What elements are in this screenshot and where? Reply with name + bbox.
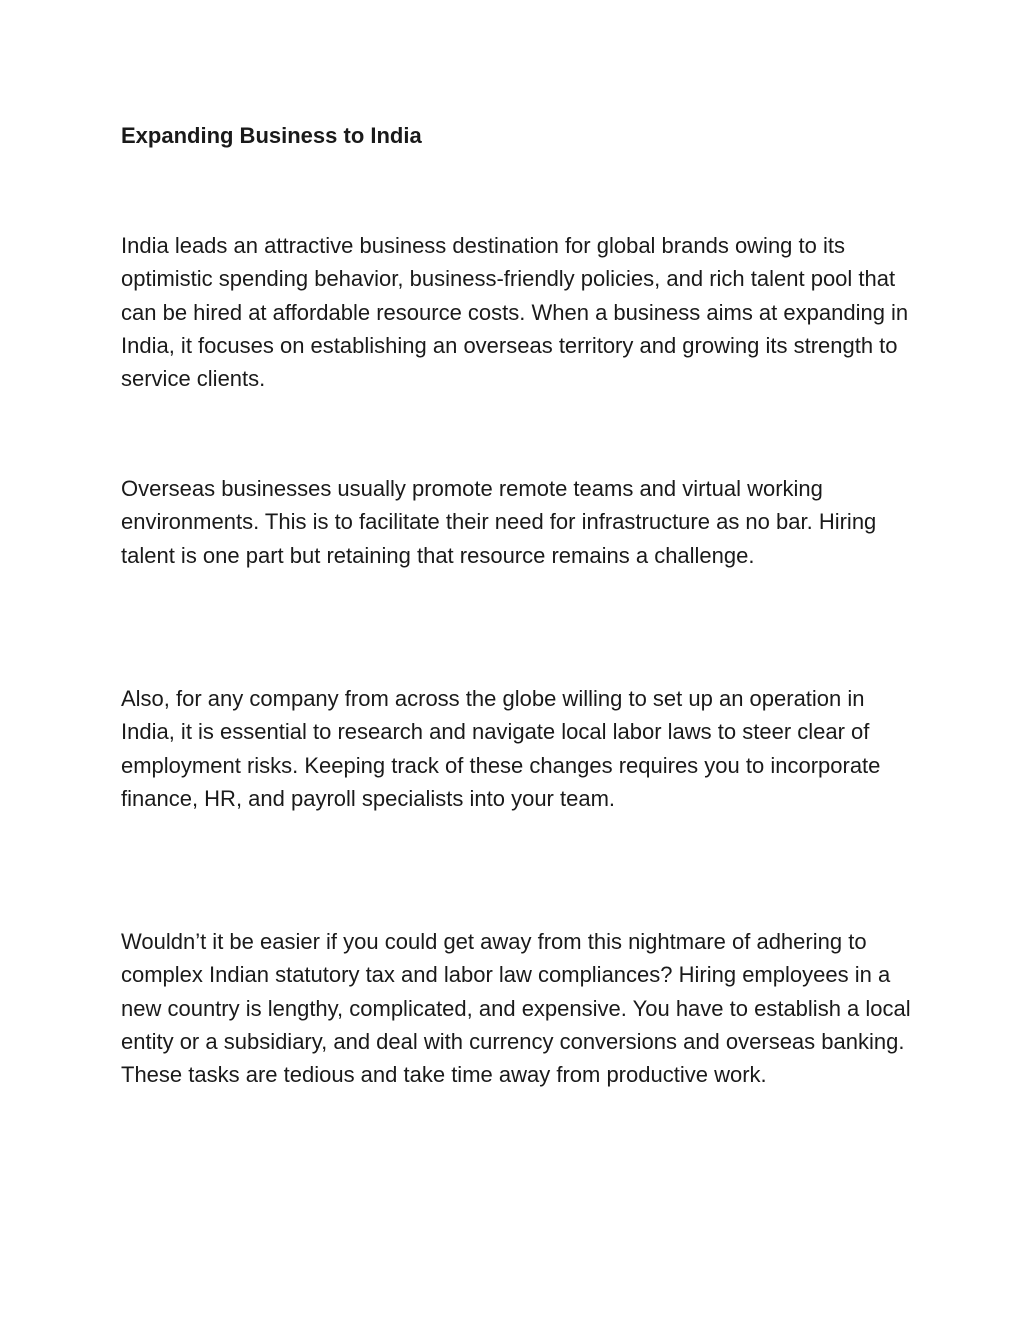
paragraph-3: Also, for any company from across the globe willing to set up an operation in India, it is essential to research and navigate local labor laws to steer clear of employment risks. Keeping track of these changes requires you to incorporate finance, HR, and payroll specialists into your team. — [121, 686, 881, 811]
paragraph-1: India leads an attractive business destination for global brands owing to its optimistic spending behavior, business-friendly policies, and rich talent pool that can be hired at affordable resource costs. When a business aims at expanding in India, it focuses on establishing an overseas territory and growing its strength to service clients. — [121, 233, 909, 392]
paragraph-4: Wouldn’t it be easier if you could get away from this nightmare of adhering to complex Indian statutory tax and labor law compliances? Hiring employees in a new country is lengthy, complicated, and expensive. You have to establish a local entity or a subsidiary, and deal with currency conversions and overseas banking. These tasks are tedious and take time away from productive work. — [121, 929, 911, 1088]
document-title: Expanding Business to India — [121, 123, 422, 148]
paragraph-2: Overseas businesses usually promote remote teams and virtual working environments. This is to facilitate their need for infrastructure as no bar. Hiring talent is one part but retaining that resource remains a challenge. — [121, 476, 877, 568]
